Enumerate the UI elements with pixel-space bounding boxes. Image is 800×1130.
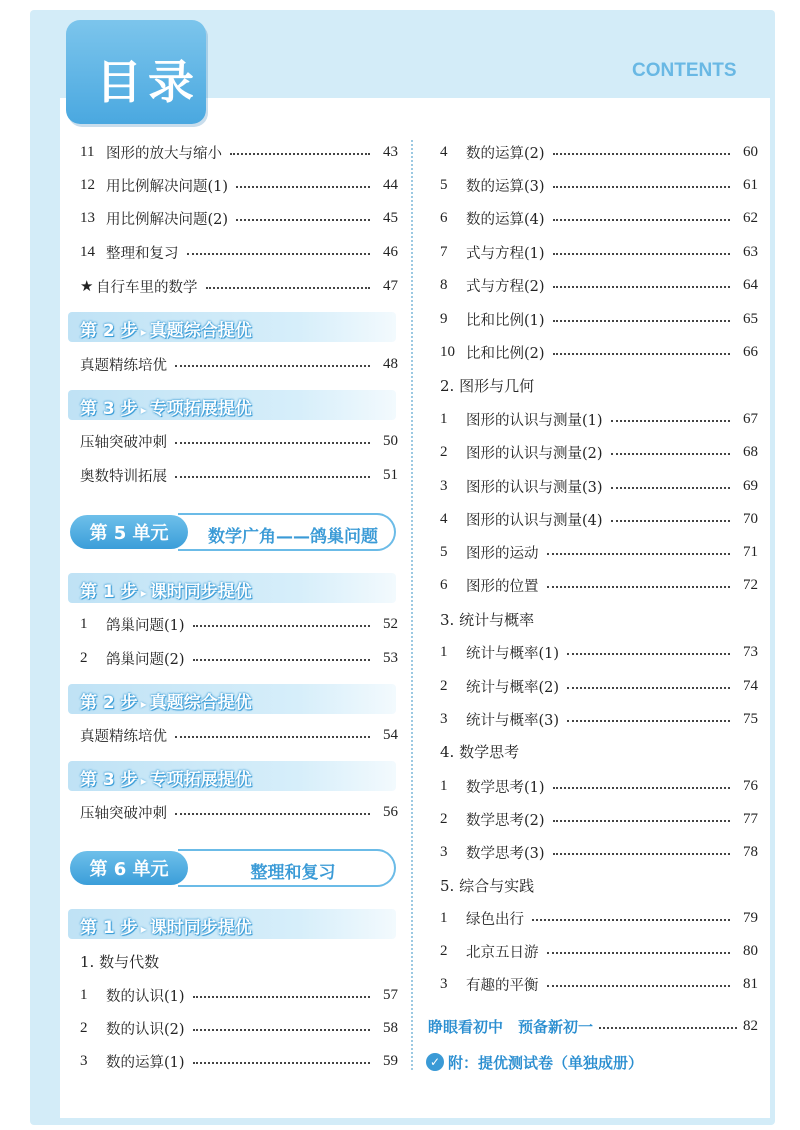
entry-number: 1 [80,615,88,632]
leader-dots [230,153,370,155]
check-icon: ✓ [426,1053,444,1071]
entry-label: 统计与概率(3) [466,712,560,729]
entry-page: 73 [743,643,758,660]
unit-title: 整理和复习 [250,863,336,883]
entry-number: 3 [440,710,448,727]
leader-dots [553,286,730,288]
section-heading: 4. 数学思考 [440,743,520,761]
entry-page: 60 [743,143,758,160]
column-divider [411,140,413,1070]
toc-entry[interactable] [440,340,758,364]
toc-entry[interactable] [80,612,398,636]
entry-page: 70 [743,510,758,527]
entry-page: 64 [743,276,758,293]
entry-number: 2 [80,1019,88,1036]
entry-label: 数学思考(3) [466,845,545,862]
toc-entry[interactable] [80,1049,398,1073]
section-heading: 5. 综合与实践 [440,877,535,895]
arrow-icon: ▸ [140,922,147,936]
step-banner [68,390,396,420]
entry-label: 压轴突破冲刺 [80,434,167,451]
entry-label: 图形的运动 [466,545,539,562]
entry-page: 44 [383,176,398,193]
toc-entry[interactable] [80,240,398,264]
entry-page: 48 [383,355,398,372]
entry-label: 图形的认识与测量(2) [466,445,603,462]
leader-dots [193,1062,370,1064]
entry-number: 2 [440,942,448,959]
toc-entry[interactable] [440,674,758,698]
entry-number: 6 [440,576,448,593]
entry-number: 1 [440,410,448,427]
arrow-icon: ▸ [140,697,147,711]
toc-entry[interactable] [440,707,758,731]
leader-dots [611,487,730,489]
entry-page: 67 [743,410,758,427]
entry-page: 52 [383,615,398,632]
entry-page: 62 [743,209,758,226]
toc-entry[interactable] [80,646,398,670]
entry-page: 76 [743,777,758,794]
leader-dots [553,320,730,322]
entry-page: 72 [743,576,758,593]
entry-number: 8 [440,276,448,293]
entry-page: 59 [383,1052,398,1069]
entry-page: 80 [743,942,758,959]
entry-page: 54 [383,726,398,743]
entry-label: 图形的位置 [466,578,539,595]
bonus-label: 睁眼看初中 预备新初一 [428,1017,594,1036]
leader-dots [175,476,370,478]
page-title: 目录 [96,55,200,109]
toc-entry[interactable] [440,939,758,963]
contents-label: CONTENTS [632,60,737,81]
toc-entry[interactable] [440,240,758,264]
toc-entry[interactable] [80,352,398,376]
entry-number: 3 [80,1052,88,1069]
arrow-icon: ▸ [140,403,147,417]
toc-entry[interactable] [440,507,758,531]
entry-label: 数学思考(2) [466,812,545,829]
toc-entry[interactable] [440,573,758,597]
step-banner [68,573,396,603]
leader-dots [611,420,730,422]
entry-label: 用比例解决问题(2) [106,211,229,228]
toc-entry[interactable] [440,807,758,831]
leader-dots [193,996,370,998]
entry-label: 式与方程(1) [466,245,545,262]
leader-dots [553,787,730,789]
entry-label: 比和比例(2) [466,345,545,362]
step-title: 第 2 步 ▸ 真题综合提优 [80,321,252,341]
entry-page: 61 [743,176,758,193]
leader-dots [206,287,371,289]
leader-dots [532,919,730,921]
entry-label: 真题精练培优 [80,357,167,374]
entry-label: 绿色出行 [466,911,524,928]
section-heading: 1. 数与代数 [80,953,160,971]
entry-page: 69 [743,477,758,494]
entry-number: 5 [440,176,448,193]
entry-page: 79 [743,909,758,926]
step-title: 第 1 步 ▸ 课时同步提优 [80,918,252,938]
leader-dots [599,1027,737,1029]
unit-badge: 第 5 单元 [70,515,188,549]
toc-entry[interactable] [80,1016,398,1040]
leader-dots [236,219,370,221]
leader-dots [187,253,371,255]
toc-entry[interactable] [80,983,398,1007]
entry-page: 51 [383,466,398,483]
entry-label: 数的运算(4) [466,211,545,228]
entry-label: 数的运算(3) [466,178,545,195]
entry-number: 14 [80,243,95,260]
toc-entry[interactable] [80,140,398,164]
entry-label: 统计与概率(1) [466,645,560,662]
entry-number: 2 [440,677,448,694]
entry-number: 1 [440,643,448,660]
appendix-entry[interactable] [426,1050,643,1074]
entry-page: 58 [383,1019,398,1036]
entry-label: 鸽巢问题(1) [106,617,185,634]
entry-number: 6 [440,209,448,226]
entry-page: 81 [743,975,758,992]
leader-dots [553,219,730,221]
unit-header [70,513,396,551]
leader-dots [547,586,731,588]
entry-number: 2 [440,810,448,827]
step-title: 第 3 步 ▸ 专项拓展提优 [80,399,252,419]
leader-dots [553,353,730,355]
toc-entry[interactable] [440,440,758,464]
leader-dots [547,553,731,555]
toc-entry[interactable] [80,173,398,197]
toc-entry[interactable] [440,307,758,331]
entry-number: 4 [440,510,448,527]
leader-dots [547,985,731,987]
entry-number: 3 [440,843,448,860]
entry-label: 自行车里的数学 [96,279,198,296]
unit-header [70,849,396,887]
arrow-icon: ▸ [140,774,147,788]
entry-page: 47 [383,277,398,294]
toc-entry[interactable] [80,463,398,487]
entry-label: 图形的认识与测量(3) [466,479,603,496]
entry-label: 鸽巢问题(2) [106,651,185,668]
entry-number: 12 [80,176,95,193]
leader-dots [611,453,730,455]
leader-dots [193,659,370,661]
entry-label: 数学思考(1) [466,779,545,796]
entry-label: 数的运算(2) [466,145,545,162]
toc-entry[interactable] [80,206,398,230]
leader-dots [175,813,370,815]
entry-number: 10 [440,343,455,360]
toc-entry[interactable] [440,407,758,431]
entry-label: 压轴突破冲刺 [80,805,167,822]
entry-page: 53 [383,649,398,666]
entry-page: 74 [743,677,758,694]
entry-number: 1 [440,777,448,794]
entry-label: 用比例解决问题(1) [106,178,229,195]
toc-entry[interactable] [440,273,758,297]
toc-entry[interactable] [440,906,758,930]
entry-page: 45 [383,209,398,226]
entry-number: 13 [80,209,95,226]
entry-label: 数的运算(1) [106,1054,185,1071]
leader-dots [611,520,730,522]
toc-entry[interactable] [80,429,398,453]
leader-dots [175,365,370,367]
entry-label: 奥数特训拓展 [80,468,167,485]
step-title: 第 3 步 ▸ 专项拓展提优 [80,770,252,790]
entry-number: 3 [440,477,448,494]
entry-label: 式与方程(2) [466,278,545,295]
entry-page: 71 [743,543,758,560]
entry-label: 统计与概率(2) [466,679,560,696]
toc-entry[interactable] [440,474,758,498]
entry-page: 65 [743,310,758,327]
toc-entry[interactable] [440,540,758,564]
entry-page: 77 [743,810,758,827]
entry-label: 图形的放大与缩小 [106,145,222,162]
step-banner [68,684,396,714]
star-icon: ★ [80,278,94,295]
entry-page: 56 [383,803,398,820]
step-banner [68,909,396,939]
step-banner [68,761,396,791]
leader-dots [175,736,370,738]
entry-page: 68 [743,443,758,460]
arrow-icon: ▸ [140,325,147,339]
entry-number: 7 [440,243,448,260]
toc-entry[interactable] [440,173,758,197]
entry-page: 50 [383,432,398,449]
toc-entry[interactable] [440,972,758,996]
toc-entry[interactable] [440,206,758,230]
entry-number: 4 [440,143,448,160]
leader-dots [553,820,730,822]
leader-dots [567,687,730,689]
leader-dots [236,186,370,188]
toc-entry[interactable] [440,774,758,798]
leader-dots [553,853,730,855]
entry-number: 3 [440,975,448,992]
leader-dots [193,625,370,627]
entry-page: 78 [743,843,758,860]
entry-number: 1 [440,909,448,926]
entry-label: 有趣的平衡 [466,977,539,994]
entry-number: 2 [80,649,88,666]
entry-label: 图形的认识与测量(1) [466,412,603,429]
entry-page: 43 [383,143,398,160]
entry-page: 57 [383,986,398,1003]
entry-page: 75 [743,710,758,727]
bonus-page: 82 [743,1017,758,1034]
entry-label: 北京五日游 [466,944,539,961]
toc-entry[interactable] [80,274,398,298]
appendix-label: 附：提优测试卷（单独成册） [448,1053,644,1072]
leader-dots [553,186,730,188]
entry-number: 2 [440,443,448,460]
entry-label: 整理和复习 [106,245,179,262]
entry-label: 真题精练培优 [80,728,167,745]
leader-dots [567,720,730,722]
step-title: 第 2 步 ▸ 真题综合提优 [80,693,252,713]
leader-dots [175,442,370,444]
step-banner [68,312,396,342]
entry-page: 63 [743,243,758,260]
entry-number: 5 [440,543,448,560]
toc-entry[interactable] [440,840,758,864]
bonus-entry[interactable] [428,1014,758,1038]
toc-entry[interactable] [440,640,758,664]
leader-dots [547,952,731,954]
leader-dots [553,153,730,155]
entry-label: 图形的认识与测量(4) [466,512,603,529]
leader-dots [193,1029,370,1031]
entry-label: 比和比例(1) [466,312,545,329]
unit-badge: 第 6 单元 [70,851,188,885]
entry-number: 1 [80,986,88,1003]
toc-entry[interactable] [80,723,398,747]
entry-page: 66 [743,343,758,360]
entry-page: 46 [383,243,398,260]
leader-dots [553,253,730,255]
leader-dots [567,653,730,655]
section-heading: 2. 图形与几何 [440,377,535,395]
toc-entry[interactable] [440,140,758,164]
arrow-icon: ▸ [140,586,147,600]
unit-title: 数学广角——鸽巢问题 [208,527,378,547]
step-title: 第 1 步 ▸ 课时同步提优 [80,582,252,602]
toc-entry[interactable] [80,800,398,824]
section-heading: 3. 统计与概率 [440,611,535,629]
entry-label: 数的认识(2) [106,1021,185,1038]
entry-label: 数的认识(1) [106,988,185,1005]
entry-number: 11 [80,143,95,160]
entry-number: 9 [440,310,448,327]
